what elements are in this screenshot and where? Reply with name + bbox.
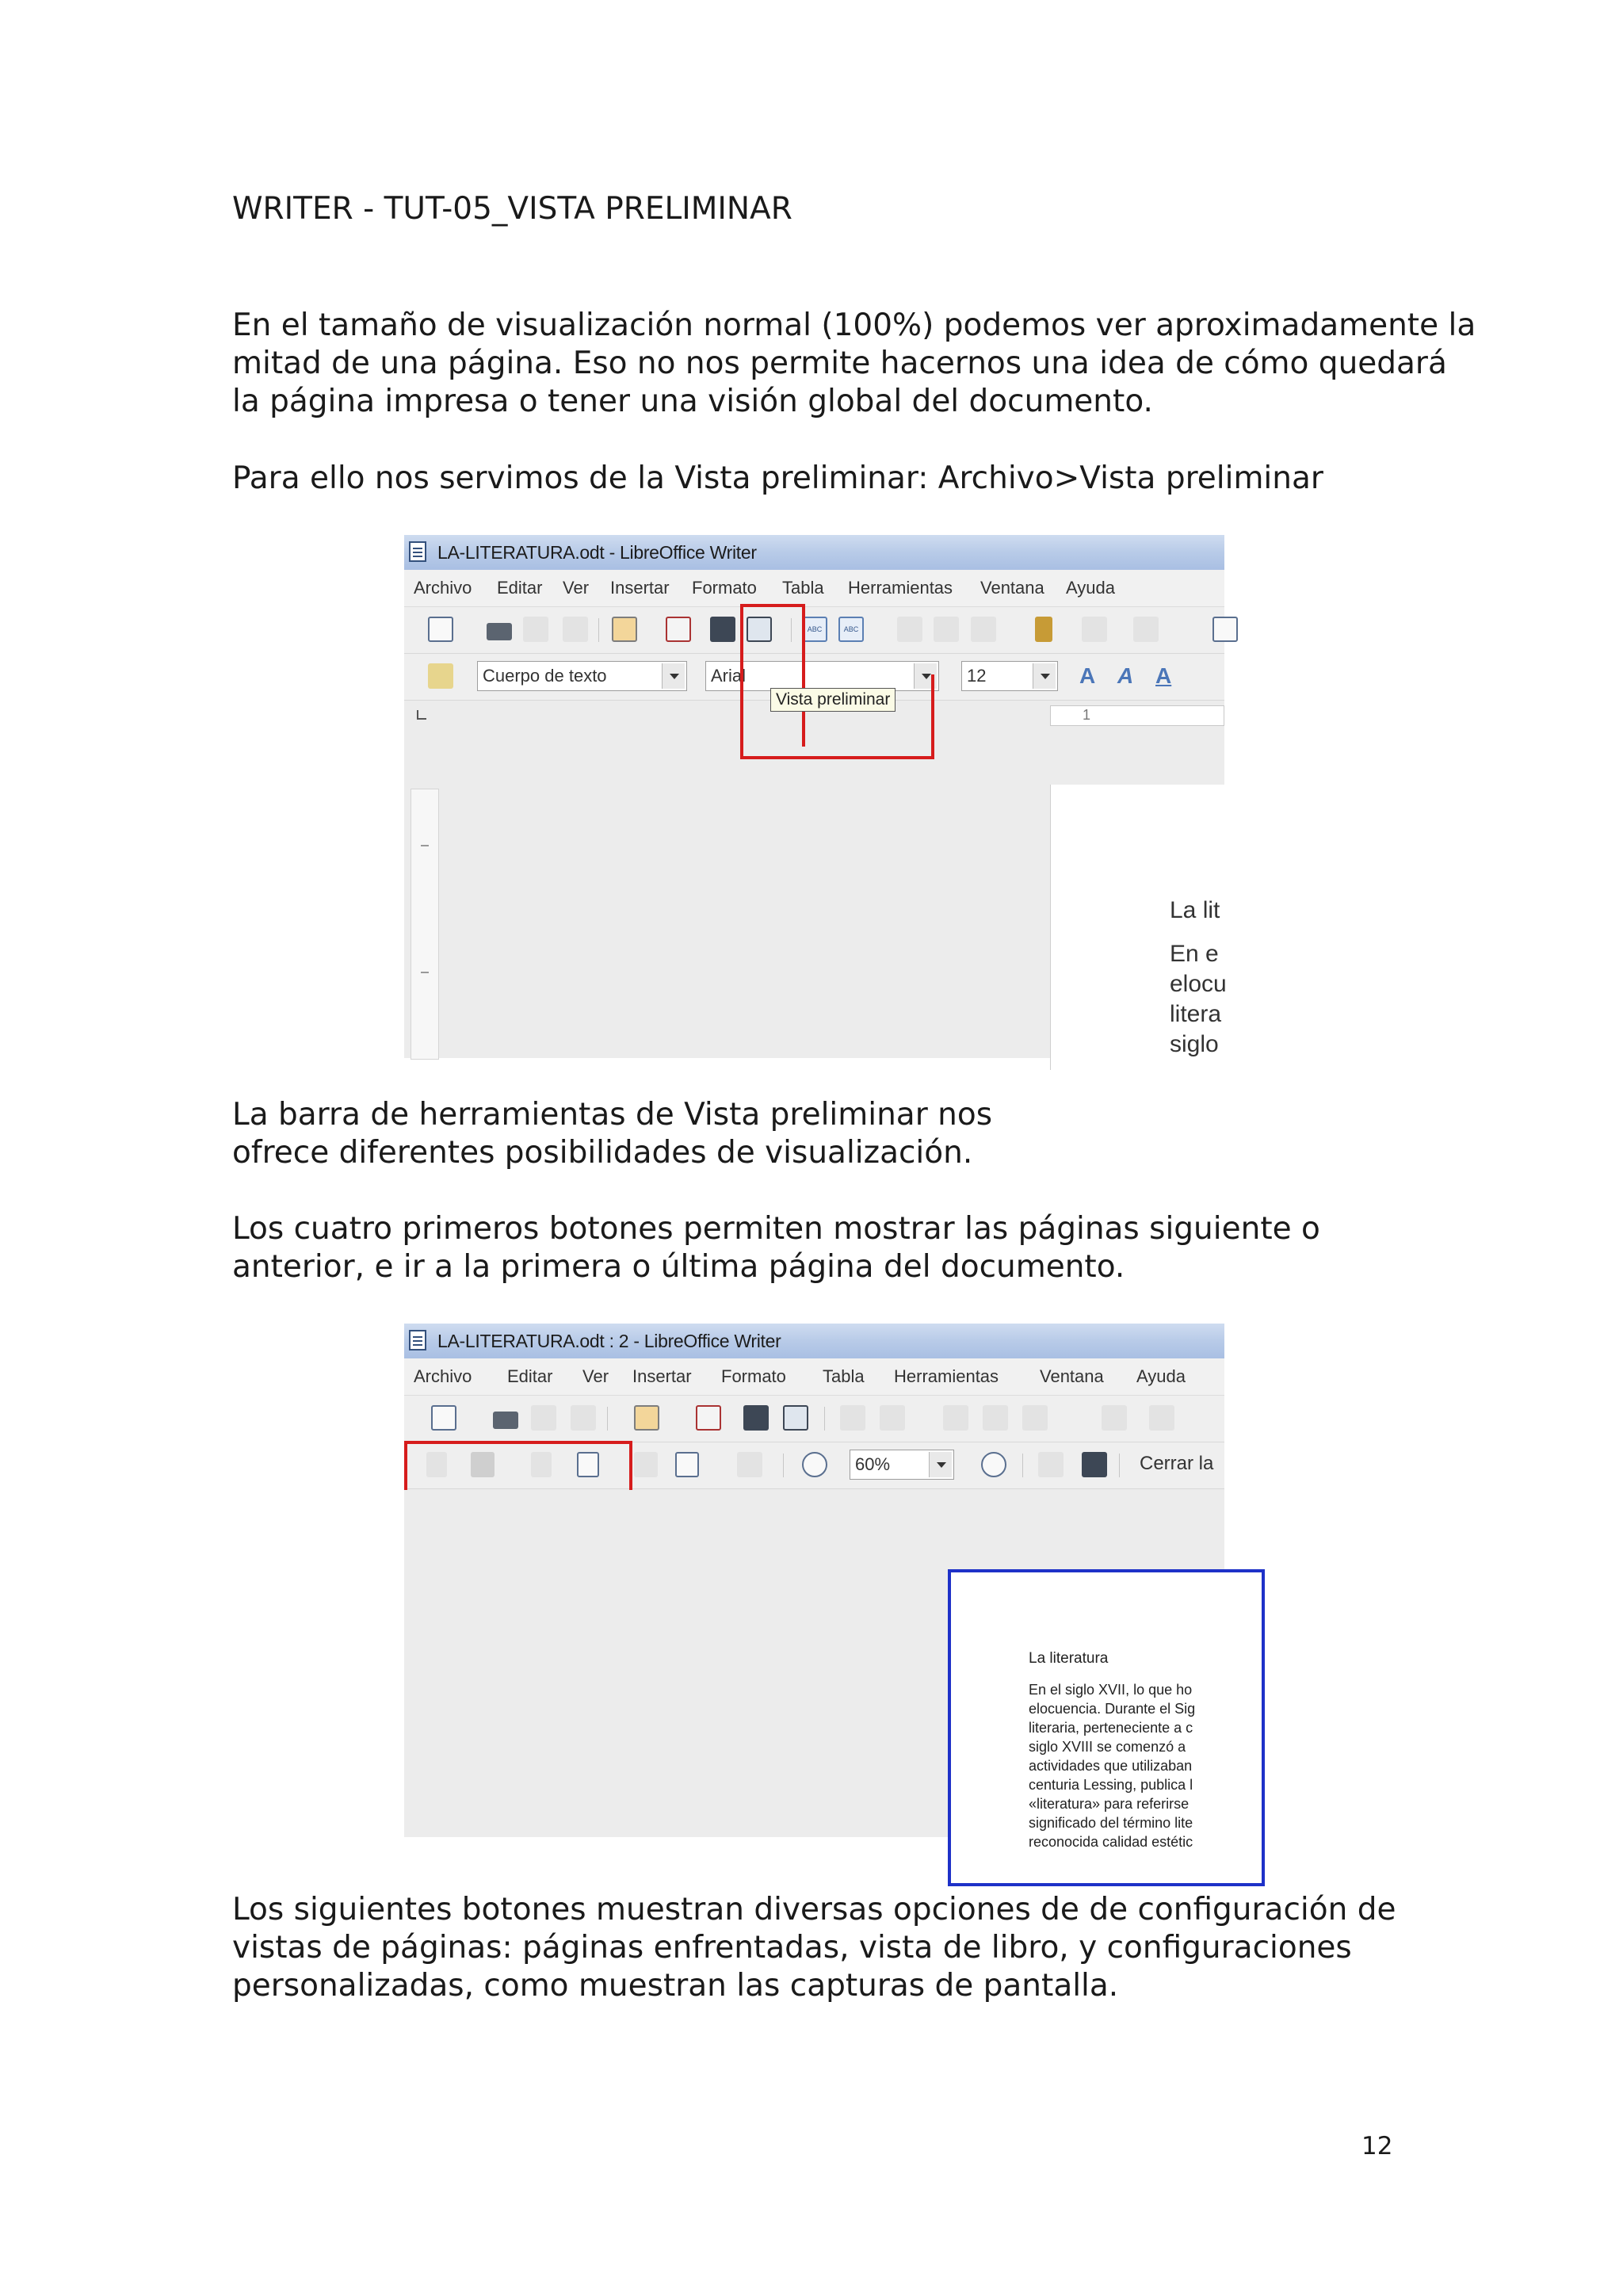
- styles-icon[interactable]: [428, 663, 453, 689]
- chevron-down-icon[interactable]: [662, 663, 685, 689]
- paragraph-navigation-buttons: Los cuatro primeros botones permiten mostrar las páginas siguiente o anterior, e ir a la primera o última página del documento.: [232, 1211, 1320, 1285]
- page-text-fragment: En e: [1170, 941, 1219, 967]
- clone-format-icon[interactable]: [1102, 1405, 1127, 1431]
- paragraph-view-options: Los siguientes botones muestran diversas opciones de de configuración de vistas de páginas: páginas enfrentadas, vista de libro, y configuraciones personalizadas, como muestran las capturas de pantalla.: [232, 1892, 1396, 2004]
- menu-tabla[interactable]: Tabla: [823, 1366, 865, 1386]
- toolbar-separator: [824, 1407, 825, 1431]
- email-icon[interactable]: [563, 617, 588, 642]
- window-title: LA-LITERATURA.odt - LibreOffice Writer: [437, 542, 757, 563]
- document-icon: [409, 1330, 426, 1350]
- page-text-fragment: La lit: [1170, 897, 1220, 923]
- paste-icon[interactable]: [971, 617, 996, 642]
- cut-icon[interactable]: [897, 617, 922, 642]
- standard-toolbar: [404, 1396, 1224, 1442]
- edit-mode-icon[interactable]: [634, 1405, 659, 1431]
- preview-line: literaria, perteneciente a c: [1029, 1720, 1193, 1736]
- menu-herramientas[interactable]: Herramientas: [848, 578, 953, 598]
- spellcheck-icon[interactable]: ABC: [802, 617, 827, 642]
- zoom-combo[interactable]: [850, 1450, 954, 1480]
- underline-icon[interactable]: A: [1155, 663, 1172, 688]
- menu-ver[interactable]: Ver: [563, 578, 590, 598]
- preview-line: elocuencia. Durante el Sig: [1029, 1701, 1196, 1717]
- toolbar-separator: [607, 1407, 608, 1431]
- document-icon: [409, 541, 426, 562]
- paragraph-style-value: Cuerpo de texto: [483, 666, 607, 686]
- copy-icon[interactable]: [934, 617, 959, 642]
- preview-line: significado del término lite: [1029, 1815, 1193, 1831]
- document-page-preview: [1050, 785, 1233, 1070]
- copy-icon[interactable]: [983, 1405, 1008, 1431]
- undo-icon[interactable]: [1149, 1405, 1174, 1431]
- ruler-mark: 1: [1083, 707, 1091, 723]
- export-pdf-icon[interactable]: [696, 1405, 721, 1431]
- two-pages-icon[interactable]: [634, 1452, 658, 1477]
- save-icon[interactable]: [523, 617, 548, 642]
- paragraph-preview-path: Para ello nos servimos de la Vista preliminar: Archivo>Vista preliminar: [232, 460, 1323, 496]
- tab-stop-icon[interactable]: [417, 710, 426, 720]
- preview-line: En el siglo XVII, lo que ho: [1029, 1682, 1193, 1698]
- multiple-pages-icon[interactable]: [675, 1452, 699, 1477]
- menu-ventana[interactable]: Ventana: [1040, 1366, 1104, 1386]
- tooltip-vista-preliminar: Vista preliminar: [770, 688, 896, 712]
- preview-page-title: La literatura: [1029, 1650, 1109, 1667]
- clone-format-icon[interactable]: [1035, 617, 1052, 642]
- chevron-down-icon[interactable]: [929, 1452, 952, 1477]
- full-screen-icon[interactable]: [1038, 1452, 1064, 1477]
- preview-line: siglo XVIII se comenzó a: [1029, 1739, 1186, 1755]
- print-preview-page-icon[interactable]: [1082, 1452, 1107, 1477]
- preview-page: [948, 1569, 1265, 1886]
- autospellcheck-icon[interactable]: ABC: [838, 617, 864, 642]
- ruler-tick: [421, 845, 429, 846]
- toolbar-separator: [598, 618, 599, 642]
- menu-insertar[interactable]: Insertar: [610, 578, 670, 598]
- page-text-fragment: elocu: [1170, 971, 1227, 997]
- menu-archivo[interactable]: Archivo: [414, 1366, 472, 1386]
- cut-icon[interactable]: [943, 1405, 968, 1431]
- menu-bar: [404, 570, 1224, 607]
- open-folder-icon[interactable]: [487, 623, 512, 640]
- paragraph-style-combo[interactable]: [477, 661, 687, 691]
- standard-toolbar: [404, 607, 1224, 654]
- font-size-combo[interactable]: [961, 661, 1058, 691]
- preview-line: «literatura» para referirse: [1029, 1796, 1190, 1812]
- export-pdf-icon[interactable]: [666, 617, 691, 642]
- zoom-out-icon[interactable]: [981, 1452, 1006, 1477]
- close-preview-button[interactable]: Cerrar la: [1140, 1453, 1214, 1474]
- menu-herramientas[interactable]: Herramientas: [894, 1366, 999, 1386]
- italic-icon[interactable]: A: [1117, 663, 1134, 688]
- menu-formato[interactable]: Formato: [721, 1366, 786, 1386]
- window-titlebar: [404, 1324, 1224, 1359]
- screenshot-writer-preview: [404, 1324, 1224, 1850]
- menu-ver[interactable]: Ver: [582, 1366, 609, 1386]
- chevron-down-icon[interactable]: [1033, 663, 1056, 689]
- zoom-value: 60%: [855, 1454, 891, 1474]
- preview-line: actividades que utilizaban: [1029, 1758, 1193, 1774]
- new-document-icon[interactable]: [428, 617, 453, 642]
- page-text-fragment: siglo: [1170, 1031, 1219, 1057]
- document-title: WRITER - TUT-05_VISTA PRELIMINAR: [232, 191, 792, 227]
- menu-editar[interactable]: Editar: [507, 1366, 553, 1386]
- redo-icon[interactable]: [1133, 617, 1159, 642]
- page-text-fragment: litera: [1170, 1001, 1222, 1027]
- window-title: LA-LITERATURA.odt : 2 - LibreOffice Writer: [437, 1331, 781, 1351]
- preview-line: centuria Lessing, publica l: [1029, 1777, 1193, 1793]
- save-icon[interactable]: [531, 1405, 556, 1431]
- email-icon[interactable]: [571, 1405, 596, 1431]
- menu-insertar[interactable]: Insertar: [632, 1366, 692, 1386]
- menu-ayuda[interactable]: Ayuda: [1066, 578, 1115, 598]
- spellcheck-icon[interactable]: [840, 1405, 865, 1431]
- menu-bar: [404, 1358, 1224, 1396]
- page-number: 12: [1361, 2132, 1393, 2160]
- bold-icon[interactable]: A: [1079, 663, 1096, 688]
- preview-area: [404, 1490, 1224, 1850]
- ruler-tick: [421, 972, 429, 973]
- menu-archivo[interactable]: Archivo: [414, 578, 472, 598]
- menu-ventana[interactable]: Ventana: [980, 578, 1044, 598]
- navigator-icon[interactable]: [1212, 617, 1238, 642]
- paste-icon[interactable]: [1022, 1405, 1048, 1431]
- menu-tabla[interactable]: Tabla: [782, 578, 824, 598]
- print-icon[interactable]: [743, 1405, 769, 1431]
- toolbar-separator: [783, 1454, 784, 1477]
- font-size-value: 12: [967, 666, 987, 686]
- print-icon[interactable]: [710, 617, 735, 642]
- vertical-ruler: [411, 789, 439, 1060]
- book-view-icon[interactable]: [737, 1452, 762, 1477]
- screenshot-writer-normal: [404, 535, 1227, 1058]
- ruler-scale: [1050, 705, 1224, 726]
- paragraph-normal-view: En el tamaño de visualización normal (100%) podemos ver aproximadamente la mitad de una página. Eso no nos permite hacernos una idea de cómo quedará la página impresa o tener una visión global del documento.: [232, 308, 1476, 419]
- window-titlebar: [404, 535, 1224, 571]
- font-name-value: Arial: [711, 666, 747, 686]
- toolbar-separator: [1022, 1454, 1023, 1477]
- autospellcheck-icon[interactable]: [880, 1405, 905, 1431]
- edit-mode-icon[interactable]: [612, 617, 637, 642]
- open-folder-icon[interactable]: [493, 1412, 518, 1429]
- new-document-icon[interactable]: [431, 1405, 456, 1431]
- toolbar-separator: [1119, 1454, 1120, 1477]
- menu-editar[interactable]: Editar: [497, 578, 543, 598]
- preview-line: reconocida calidad estétic: [1029, 1834, 1193, 1850]
- paragraph-preview-toolbar: La barra de herramientas de Vista preliminar nos ofrece diferentes posibilidades de visualización.: [232, 1097, 993, 1171]
- print-preview-icon[interactable]: [783, 1405, 808, 1431]
- menu-ayuda[interactable]: Ayuda: [1136, 1366, 1186, 1386]
- zoom-in-icon[interactable]: [802, 1452, 827, 1477]
- menu-formato[interactable]: Formato: [692, 578, 757, 598]
- undo-icon[interactable]: [1082, 617, 1107, 642]
